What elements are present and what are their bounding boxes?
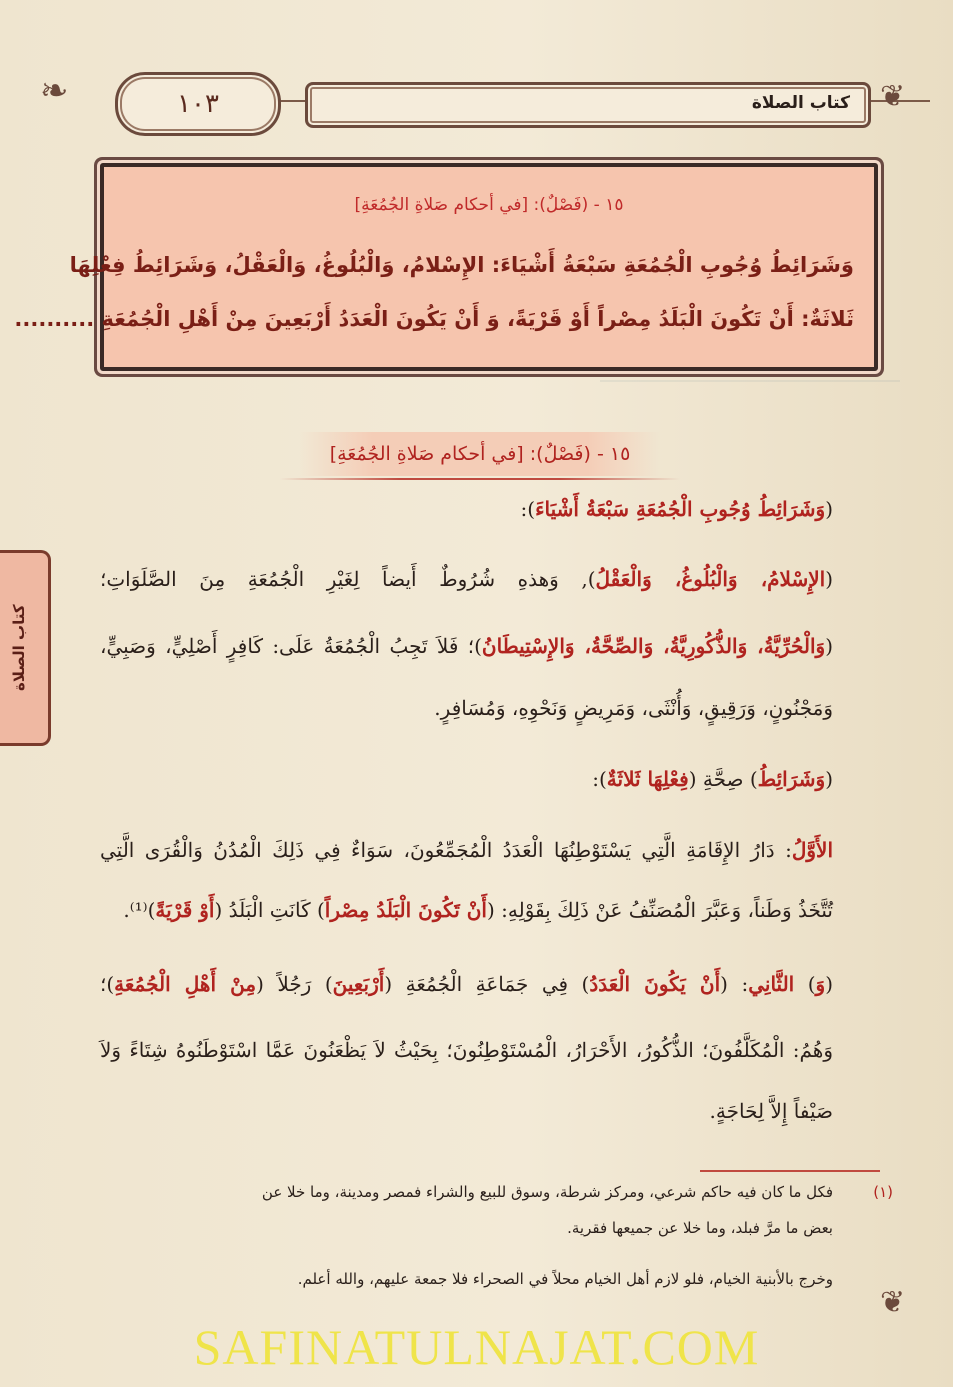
running-header-title: كتاب الصلاة bbox=[751, 93, 850, 113]
chapter-side-tab-label: كتاب الصلاة bbox=[10, 604, 28, 692]
commentary-line-6: الأَوَّلُ: دَارُ الإِقَامَةِ الَّتِي يَسْتَوْطِنُهَا الْعَدَدُ الْمُجَمِّعُونَ، سَوَاءٌ فِي ذَلِكَ الْمُدُنُ وَالْقُرَى الَّتِي bbox=[100, 838, 833, 862]
commentary-line-2: (الإِسْلامُ، وَالْبُلُوغُ، وَالْعَقْلُ), وَهذهِ شُرُوطٌ أَيضاً لِغَيْرِ الْجُمُعَةِ مِنَ الصَّلَوَاتِ؛ bbox=[100, 567, 833, 591]
page-number-badge bbox=[115, 72, 281, 136]
commentary-line-1: (وَشَرَائِطُ وُجُوبِ الْجُمُعَةِ سَبْعَةُ أَشْيَاءَ): bbox=[520, 497, 833, 521]
matn-box-line-1: وَشَرَائِطُ وُجُوبِ الْجُمُعَةِ سَبْعَةُ أَشْيَاءَ: الإِسْلامُ، وَالْبُلُوغُ، وَالْعَقْلُ، وَشَرَائِطُ فِعْلِهَا bbox=[69, 253, 854, 277]
matn-quote: أَوْ قَرْيَةً bbox=[155, 898, 215, 922]
matn-quote: فِعْلِهَا ثَلاثَةٌ bbox=[606, 767, 689, 791]
matn-quote: وَشَرَائِطُ bbox=[757, 767, 826, 791]
commentary-line-7: تُتَّخَذُ وَطَناً، وَعَبَّرَ الْمُصَنِّفُ عَنْ ذَلِكَ بِقَوْلِهِ: (أَنْ تَكُونَ الْبَلَدُ مِصْراً) كَانَتِ الْبَلَدُ (أَوْ قَرْيَةً)⁽¹⁾. bbox=[123, 898, 833, 922]
commentary-line-10: صَيْفاً إِلاَّ لِحَاجَةٍ. bbox=[709, 1099, 833, 1123]
matn-quote: وَشَرَائِطُ وُجُوبِ الْجُمُعَةِ سَبْعَةُ أَشْيَاءَ bbox=[535, 497, 826, 521]
running-header bbox=[305, 82, 871, 128]
commentary-line-8: (وَ) الثَّانِي: (أَنْ يَكُونَ الْعَدَدُ) فِي جَمَاعَةِ الْجُمُعَةِ (أَرْبَعِينَ) رَجُلاً (مِنْ أَهْلِ الْجُمُعَةِ)؛ bbox=[100, 972, 834, 996]
commentary-line-4: وَمَجْنُونٍ، وَرَقِيقٍ، وَأُنْثَى، وَمَرِيضٍ وَنَحْوِهِ، وَمُسَافِرٍ. bbox=[434, 696, 833, 720]
flourish-ornament-left: ❧ bbox=[40, 71, 69, 111]
commentary-line-3: (وَالْحُرِّيَّةُ، وَالذُّكُورِيَّةُ، وَالصِّحَّةُ، وَالإِسْتِيطَانُ)؛ فَلاَ تَجِبُ الْجُمُعَةُ عَلَى: كَافِرٍ أَصْلِيٍّ، وَصَبِيٍّ، bbox=[100, 634, 833, 658]
footnote-line-3: وخرج بالأبنية الخيام، فلو لازم أهل الخيام محلاً في الصحراء فلا جمعة عليهم، والله أعلم. bbox=[297, 1270, 833, 1288]
commentary-line-9: وَهُمُ: الْمُكَلَّفُونَ؛ الذُّكُورُ، الأَحْرَارُ، الْمُسْتَوْطِنُونَ؛ بِحَيْثُ لاَ يَظْعَنُونَ عَمَّا اسْتَوْطَنُوهُ شِتَاءً وَلاَ bbox=[100, 1038, 833, 1062]
matn-quote: الأَوَّلُ bbox=[791, 838, 833, 862]
footnote-separator bbox=[700, 1170, 880, 1172]
section-heading: ١٥ - (فَصْلٌ): [في أحكام صَلاةِ الجُمُعَةِ] bbox=[300, 432, 660, 476]
matn-quote: وَالْحُرِّيَّةُ، وَالذُّكُورِيَّةُ، وَالصِّحَّةُ، وَالإِسْتِيطَانُ bbox=[481, 634, 826, 658]
matn-box-line-2: ثَلاثَةٌ: أَنْ تَكُونَ الْبَلَدُ مِصْراً أَوْ قَرْيَةً، وَ أَنْ يَكُونَ الْعَدَدُ أَرْبَعِينَ مِنْ أَهْلِ الْجُمُعَةِ .......... bbox=[14, 307, 854, 331]
page-number: ١٠٣ bbox=[177, 89, 219, 119]
flourish-ornament-bottom: ❦ bbox=[880, 1285, 906, 1320]
chapter-side-tab bbox=[0, 550, 51, 746]
flourish-ornament-right: ❦ bbox=[880, 79, 906, 114]
footnote-line-1: فكل ما كان فيه حاكم شرعي، ومركز شرطة، وسوق للبيع والشراء فمصر ومدينة، وما خلا عن bbox=[261, 1183, 833, 1201]
matn-quote: الإِسْلامُ، وَالْبُلُوغُ، وَالْعَقْلُ bbox=[595, 567, 826, 591]
footnote-line-2: بعض ما مرَّ فبلد، وما خلا عن جميعها فقرية. bbox=[567, 1219, 833, 1237]
site-watermark: SAFINATULNAJAT.COM bbox=[193, 1319, 760, 1375]
matn-text-box bbox=[14, 163, 878, 371]
footnote-number: (١) bbox=[873, 1183, 893, 1201]
section-heading-underline bbox=[280, 478, 680, 480]
bleed-through-shadow bbox=[600, 380, 900, 382]
matn-quote: أَنْ تَكُونَ الْبَلَدُ مِصْراً bbox=[324, 898, 487, 922]
commentary-line-5: (وَشَرَائِطُ) صِحَّةِ (فِعْلِهَا ثَلاثَةٌ): bbox=[592, 767, 833, 791]
matn-box-heading: ١٥ - (فَصْلٌ): [في أحكام صَلاةِ الجُمُعَةِ] bbox=[354, 195, 624, 215]
